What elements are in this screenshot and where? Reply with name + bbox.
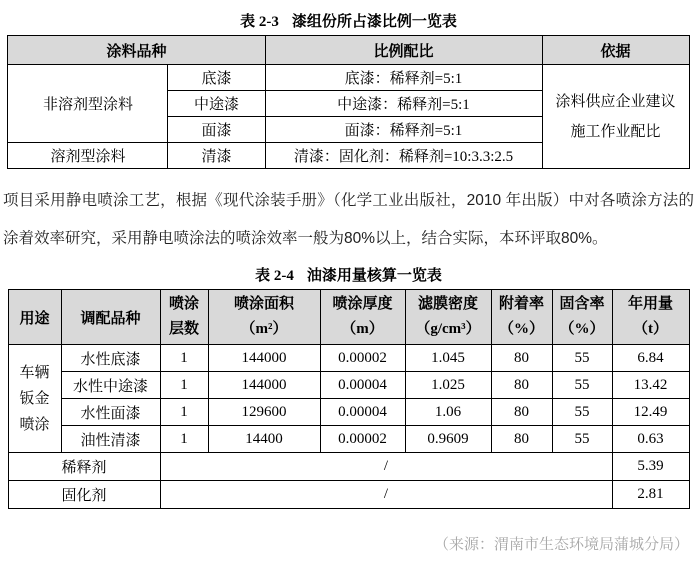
cell-blend: 水性中途漆 — [61, 372, 160, 399]
header-solid: 固含率 （%） — [552, 290, 612, 345]
basis-line1: 涂料供应企业建议 — [555, 93, 676, 110]
header-layers: 喷涂 层数 — [160, 290, 208, 345]
header-blend: 调配品种 — [61, 290, 160, 345]
cell-ratio: 底漆：稀释剂=5:1 — [265, 65, 542, 91]
cell-adhesion: 80 — [491, 426, 552, 453]
header-paint-kind: 涂料品种 — [8, 36, 265, 65]
table-2-4-title — [0, 266, 697, 286]
cell-solid: 55 — [552, 399, 612, 426]
cell-annual: 5.39 — [612, 453, 689, 481]
cell-area: 14400 — [208, 426, 320, 453]
paint-usage-header-row — [8, 290, 689, 345]
cell-type: 清漆 — [168, 143, 265, 169]
cell-thinner-mid: / — [160, 453, 612, 481]
header-annual: 年用量 （t） — [612, 290, 689, 345]
cell-annual: 12.49 — [612, 399, 689, 426]
table-row — [8, 481, 689, 509]
cell-category-nonsolvent: 非溶剂型涂料 — [8, 65, 168, 143]
cell-ratio: 中途漆：稀释剂=5:1 — [265, 91, 542, 117]
cell-layers: 1 — [160, 345, 208, 372]
cell-adhesion: 80 — [491, 345, 552, 372]
cell-adhesion: 80 — [491, 372, 552, 399]
cell-type: 底漆 — [168, 65, 265, 91]
cell-solid: 55 — [552, 372, 612, 399]
cell-layers: 1 — [160, 372, 208, 399]
table-row — [8, 399, 689, 426]
cell-usage: 车辆钣金喷涂 — [8, 345, 61, 453]
cell-density: 1.06 — [405, 399, 491, 426]
header-area: 喷涂面积 （m²） — [208, 290, 320, 345]
header-use: 用途 — [8, 290, 61, 345]
cell-annual: 13.42 — [612, 372, 689, 399]
cell-layers: 1 — [160, 399, 208, 426]
cell-thickness: 0.00004 — [320, 399, 405, 426]
cell-ratio: 清漆：固化剂：稀释剂=10:3.3:2.5 — [265, 143, 542, 169]
body-paragraph: 项目采用静电喷涂工艺，根据《现代涂装手册》（化学工业出版社，2010 年出版）中对各喷涂方法的涂着效率研究，采用静电喷涂法的喷涂效率一般为80%以上，结合实际，本环评取80%。 — [3, 192, 694, 247]
cell-blend: 油性清漆 — [61, 426, 160, 453]
cell-annual: 6.84 — [612, 345, 689, 372]
basis-line2: 施工作业配比 — [570, 123, 661, 140]
cell-area: 129600 — [208, 399, 320, 426]
cell-basis — [542, 65, 689, 169]
table-row — [8, 453, 689, 481]
cell-category-solvent: 溶剂型涂料 — [8, 143, 168, 169]
cell-density: 1.045 — [405, 345, 491, 372]
table-2-3-title-number: 表 2-3 — [240, 14, 279, 30]
table-row — [8, 345, 689, 372]
table-row — [8, 426, 689, 453]
cell-layers: 1 — [160, 426, 208, 453]
cell-thickness: 0.00002 — [320, 345, 405, 372]
table-2-4-title-text: 油漆用量核算一览表 — [306, 268, 442, 284]
cell-thinner-label: 稀释剂 — [8, 453, 160, 481]
paint-ratio-table — [7, 35, 689, 169]
cell-type: 面漆 — [168, 117, 265, 143]
table-2-3-title-text: 漆组份所占漆比例一览表 — [291, 14, 457, 30]
table-row — [8, 65, 689, 91]
header-adhesion: 附着率 （%） — [491, 290, 552, 345]
header-ratio: 比例配比 — [265, 36, 542, 65]
source-note: （来源：渭南市生态环境局蒲城分局） — [433, 536, 689, 553]
cell-area: 144000 — [208, 372, 320, 399]
cell-density: 1.025 — [405, 372, 491, 399]
cell-blend: 水性面漆 — [61, 399, 160, 426]
header-density: 滤膜密度 （g/cm³） — [405, 290, 491, 345]
cell-density: 0.9609 — [405, 426, 491, 453]
cell-annual: 0.63 — [612, 426, 689, 453]
cell-blend: 水性底漆 — [61, 345, 160, 372]
cell-hardener-mid: / — [160, 481, 612, 509]
table-2-3-title — [0, 12, 697, 32]
cell-adhesion: 80 — [491, 399, 552, 426]
cell-thickness: 0.00002 — [320, 426, 405, 453]
paint-ratio-header-row — [8, 36, 689, 65]
table-row — [8, 372, 689, 399]
cell-area: 144000 — [208, 345, 320, 372]
cell-thickness: 0.00004 — [320, 372, 405, 399]
cell-annual: 2.81 — [612, 481, 689, 509]
cell-hardener-label: 固化剂 — [8, 481, 160, 509]
cell-type: 中途漆 — [168, 91, 265, 117]
paint-usage-table — [8, 289, 690, 509]
header-thickness: 喷涂厚度 （m） — [320, 290, 405, 345]
cell-solid: 55 — [552, 426, 612, 453]
table-2-4-title-number: 表 2-4 — [255, 268, 294, 284]
header-basis: 依据 — [542, 36, 689, 65]
cell-ratio: 面漆：稀释剂=5:1 — [265, 117, 542, 143]
cell-solid: 55 — [552, 345, 612, 372]
